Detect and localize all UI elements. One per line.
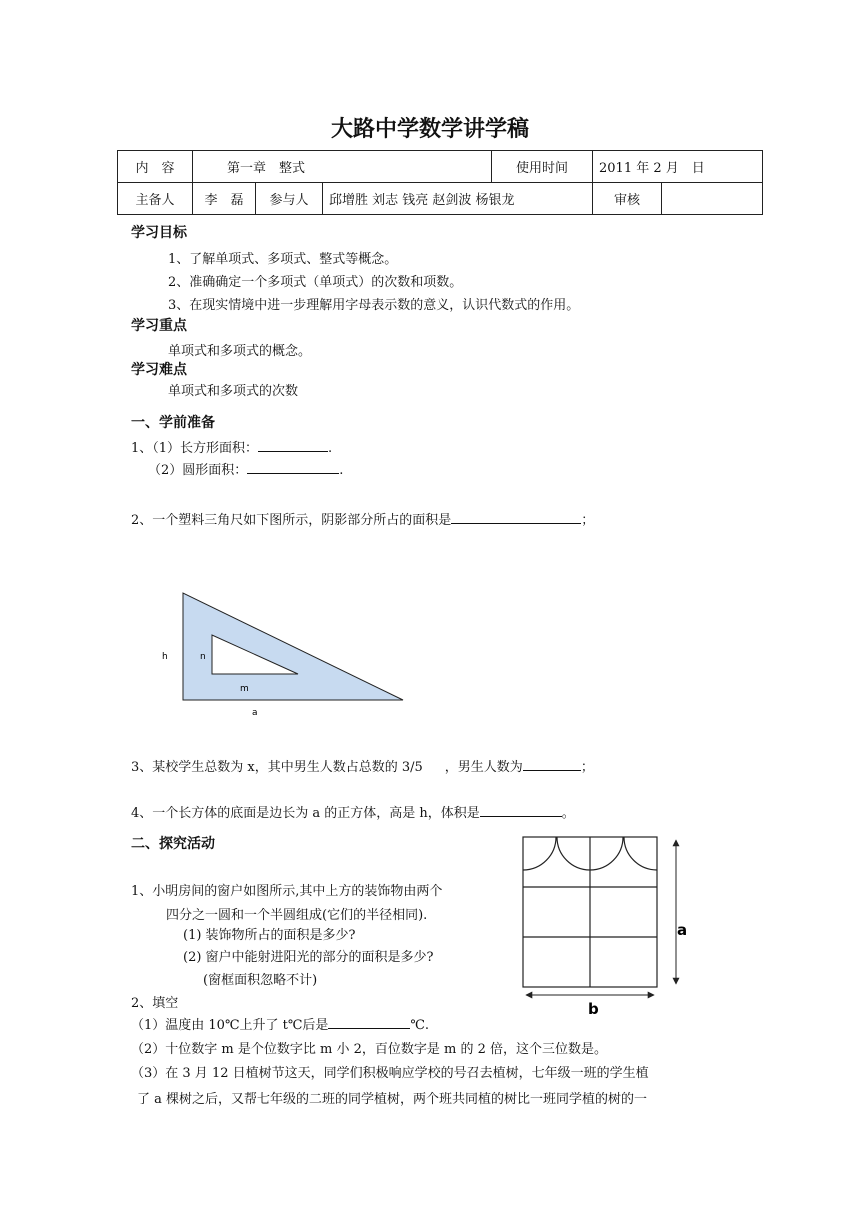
lead-label: 主备人 bbox=[118, 183, 193, 215]
goal-item: 1、了解单项式、多项式、整式等概念。 bbox=[168, 252, 398, 267]
question-1b-suffix: . bbox=[339, 463, 344, 478]
answer-blank[interactable] bbox=[480, 804, 562, 817]
activity-1-sub1: (1) 装饰物所占的面积是多少? bbox=[183, 928, 356, 943]
question-1b-text: （2）圆形面积： bbox=[148, 463, 248, 478]
activity-1-sub2: (2) 窗户中能射进阳光的部分的面积是多少? bbox=[183, 950, 434, 965]
label-h: h bbox=[162, 652, 168, 662]
section2-heading: 二、探究活动 bbox=[131, 836, 215, 852]
focus-text: 单项式和多项式的概念。 bbox=[168, 344, 312, 359]
content-label: 内 容 bbox=[118, 151, 193, 183]
answer-blank[interactable] bbox=[523, 758, 581, 771]
header-table bbox=[117, 150, 763, 215]
question-4-text: 4、一个长方体的底面是边长为 a 的正方体，高是 h，体积是 bbox=[131, 806, 480, 821]
section1-heading: 一、学前准备 bbox=[131, 415, 215, 431]
window-figure bbox=[515, 832, 705, 1018]
content-value: 第一章 整式 bbox=[193, 151, 492, 183]
participants-label: 参与人 bbox=[256, 183, 323, 215]
fill-blank-3-line2: 了 a 棵树之后，又帮七年级的二班的同学植树，两个班共同植的树比一班同学植的树的一 bbox=[137, 1092, 648, 1107]
participants-value: 邱增胜 刘志 钱亮 赵剑波 杨银龙 bbox=[323, 183, 593, 215]
activity-1-line1: 1、小明房间的窗户如图所示,其中上方的装饰物由两个 bbox=[131, 884, 443, 899]
difficulty-text: 单项式和多项式的次数 bbox=[168, 384, 299, 399]
difficulty-heading: 学习难点 bbox=[131, 362, 187, 378]
question-2-suffix: ； bbox=[581, 513, 595, 528]
question-3 bbox=[131, 756, 594, 775]
label-a: a bbox=[252, 708, 258, 717]
question-3-text: 3、某校学生总数为 x，其中男生人数占总数的 3/5 bbox=[131, 760, 423, 775]
goal-item: 3、在现实情境中进一步理解用字母表示数的意义，认识代数式的作用。 bbox=[168, 298, 580, 313]
fill-blank-1-text: （1）温度由 10℃上升了 t℃后是 bbox=[131, 1018, 329, 1033]
fill-blank-3-line1: （3）在 3 月 12 日植树节这天，同学们积极响应学校的号召去植树，七年级一班的学生植 bbox=[131, 1066, 649, 1081]
question-1a-text: 1、（1）长方形面积： bbox=[131, 441, 259, 456]
question-3-middle: ，男生人数为 bbox=[444, 760, 523, 775]
fill-blank-heading: 2、填空 bbox=[131, 996, 179, 1011]
question-1b bbox=[148, 459, 343, 478]
focus-heading: 学习重点 bbox=[131, 318, 187, 334]
label-b: b bbox=[588, 1000, 599, 1018]
answer-blank[interactable] bbox=[258, 439, 328, 452]
answer-blank[interactable] bbox=[451, 511, 581, 524]
goal-item: 2、准确确定一个多项式（单项式）的次数和项数。 bbox=[168, 275, 463, 290]
question-4-suffix: 。 bbox=[561, 806, 575, 821]
doc-title: 大路中学数学讲学稿 bbox=[330, 117, 529, 142]
fill-blank-2: （2）十位数字 m 是个位数字比 m 小 2，百位数字是 m 的 2 倍，这个三位数是。 bbox=[131, 1042, 607, 1057]
review-label: 审核 bbox=[593, 183, 662, 215]
label-a: a bbox=[677, 921, 688, 939]
question-4 bbox=[131, 802, 575, 821]
question-3-suffix: ； bbox=[580, 760, 594, 775]
answer-blank[interactable] bbox=[247, 461, 339, 474]
label-m: m bbox=[240, 684, 249, 694]
triangle-ruler-figure bbox=[150, 585, 420, 717]
goals-heading: 学习目标 bbox=[131, 225, 187, 241]
label-n: n bbox=[200, 652, 206, 662]
activity-1-note: (窗框面积忽略不计) bbox=[203, 973, 318, 988]
lead-value: 李 磊 bbox=[193, 183, 256, 215]
question-1a bbox=[131, 437, 332, 456]
review-value bbox=[662, 183, 763, 215]
question-2 bbox=[131, 509, 594, 528]
question-2-text: 2、一个塑料三角尺如下图所示，阴影部分所占的面积是 bbox=[131, 513, 452, 528]
fill-blank-1-suffix: ℃. bbox=[410, 1018, 430, 1033]
activity-1-line2: 四分之一圆和一个半圆组成(它们的半径相同). bbox=[166, 908, 428, 923]
time-label: 使用时间 bbox=[492, 151, 593, 183]
answer-blank[interactable] bbox=[328, 1016, 410, 1029]
question-1a-suffix: . bbox=[328, 441, 333, 456]
time-value: 2011 年 2 月 日 bbox=[593, 151, 763, 183]
fill-blank-1 bbox=[131, 1014, 429, 1033]
